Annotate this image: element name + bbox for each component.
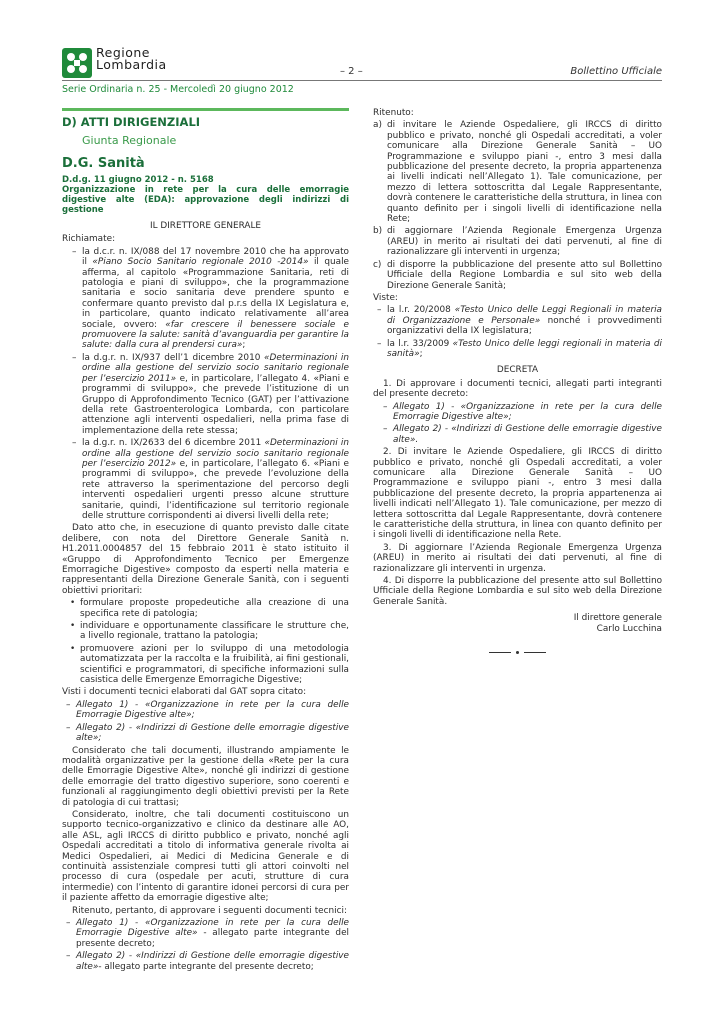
decree-point-1: 1. Di approvare i documenti tecnici, allegati parti integranti del presente decreto: — [373, 378, 662, 400]
allegato-item-2: – Allegato 2) - «Indirizzi di Gestione delle emorragie digestive alte»; — [62, 723, 349, 744]
considerato-paragraph-2: Considerato, inoltre, che tali documenti costituiscono un supporto tecnico-organizzativo e clinico da destinare alle AO, alle ASL, agli IRCCS di diritto pubblico e privato, nonché agli Ospedali accreditati a titolo di informativa generale rivolta ai Medici Ospedalieri, ai Medici di Medicina Generale e di continuità assistenziale compresi tutti gli attori coinvolti nel processo di cura (ospedale per acuti, strutture di cura intermedie) con l’intento di garantire idonei percorsi di cura per il paziente affetto da emorragie digestive alte; — [62, 809, 349, 904]
decree-allegato-2: – Allegato 2) - «Indirizzi di Gestione delle emorragie digestive alte». — [373, 424, 662, 445]
end-separator — [373, 648, 662, 658]
left-column — [62, 108, 349, 974]
section-bar — [62, 108, 349, 111]
header-divider — [62, 80, 662, 81]
visti-documenti-label: Visti i documenti tecnici elaborati dal GAT sopra citato: — [62, 687, 307, 698]
ritenuto-item-c: c) di disporre la pubblicazione del presente atto sul Bollettino Ufficiale della Regione Lombardia e sul sito web della Direzione Generale Sanità; — [373, 259, 662, 291]
richiamate-label: Richiamate: — [62, 234, 116, 245]
objective-item-3: • promuovere azioni per lo sviluppo di una metodologia automatizzata per la raccolta e la fruibilità, ai fini gestionali, scientifici e programmatori, di specifiche informazioni sulla casistica delle Emergenze Emorragiche Digestive; — [62, 644, 349, 686]
page-header — [0, 0, 724, 95]
publication-name: Bollettino Ufficiale — [570, 66, 662, 77]
decree-point-3: 3. Di aggiornare l’Azienda Regionale Emergenza Urgenza (AREU) in merito ai risultati dei dati pervenuti, al fine di razionalizzare gli interventi in urgenza. — [373, 542, 662, 574]
objective-item-2: • individuare e opportunamente classificare le strutture che, a livello regionale, trattano la patologia; — [62, 621, 349, 642]
logo-wordmark — [96, 47, 167, 71]
richiamate-item-1: – la d.c.r. n. IX/088 del 17 novembre 2010 che ha approvato il «Piano Socio Sanitario regionale 2010 -2014» il quale afferma, al capitolo «Programmazione Sanitaria, reti di patologia e piani di sviluppo», che la programmazione sanitaria e socio sanitaria deve prendere spunto e confermare quanto previsto dal p.r.s della IX Legislatura e, in particolare, quanto indicato relativamente all’area sociale, ovvero: «far crescere il benessere sociale e promuovere la salute: sanità d’avanguardia per garantire la salute: dalla cura al prendersi cura»; — [62, 247, 349, 351]
dato-atto-paragraph: Dato atto che, in esecuzione di quanto previsto dalle citate delibere, con nota del Direttore Generale Sanità n. H1.2011.0004857 del 15 febbraio 2011 è stato istituito il «Gruppo di Approfondimento Tecnico per Emergenze Emorragiche Digestive» composto da esperti nella materia e rappresentanti della Direzione Generale Sanità, con i seguenti obiettivi prioritari: — [62, 523, 349, 596]
approved-doc-item-1: – Allegato 1) - «Organizzazione in rete per la cura delle Emorragie Digestive alte» - allegato parte integrante del presente decreto; — [62, 918, 349, 949]
objective-item-1: • formulare proposte propedeutiche alla creazione di una specifica rete di patologia; — [62, 598, 349, 619]
viste-item-2: – la l.r. 33/2009 «Testo Unico delle leggi regionali in materia di sanità»; — [373, 339, 662, 360]
decree-point-2: 2. Di invitare le Aziende Ospedaliere, gli IRCCS di diritto pubblico e privato, nonché gli Ospedali accreditati, a voler comunicare alla Direzione Generale Sanità – UO Programmazione e sviluppo piani -, entro 3 mesi dalla pubblicazione del presente decreto, la propria appartenenza ai livelli indicati nell’Allegato 1). Tale comunicazione, per mezzo di lettera sottoscritta dal Legale Rappresentante, dovrà contenere le caratteristiche della struttura, in linea con quanto definito per i singoli livelli di identificazione nella Rete. — [373, 447, 662, 541]
viste-item-1: – la l.r. 20/2008 «Testo Unico delle Leggi Regionali in materia di Organizzazione e Personale» nonché i provvedimenti organizzativi della IX legislatura; — [373, 305, 662, 336]
decreta-heading: DECRETA — [496, 365, 539, 376]
decree-allegato-1: – Allegato 1) - «Organizzazione in rete per la cura delle Emorragie Digestive alte»; — [373, 402, 662, 423]
signature-name: Carlo Lucchina — [596, 623, 662, 634]
signature-role: Il direttore generale — [573, 613, 662, 624]
logo-line-1: Regione — [96, 45, 150, 60]
allegato-item-1: – Allegato 1) - «Organizzazione in rete per la cura delle Emorragie Digestive alte»; — [62, 700, 349, 721]
section-title: D) ATTI DIRIGENZIALI — [62, 115, 201, 129]
section-subtitle: Giunta Regionale — [82, 134, 177, 147]
serie-line: Serie Ordinaria n. 25 - Mercoledì 20 giugno 2012 — [62, 84, 294, 95]
ritenuto-pertanto-label: Ritenuto, pertanto, di approvare i seguenti documenti tecnici: — [72, 905, 347, 916]
ritenuto-item-b: b) di aggiornare l’Azienda Regionale Emergenza Urgenza (AREU) in merito ai risultati dei dati pervenuti, al fine di razionalizzare gli interventi in urgenza; — [373, 226, 662, 258]
director-heading: IL DIRETTORE GENERALE — [149, 221, 262, 231]
approved-doc-item-2: – Allegato 2) - «Indirizzi di Gestione delle emorragie digestive alte»- allegato parte integrante del presente decreto; — [62, 951, 349, 972]
considerato-paragraph-1: Considerato che tali documenti, illustrando ampiamente le modalità organizzative per la gestione della «Rete per la cura delle Emorragie Digestive Alte», nonché gli indirizzi di gestione delle emorragie del tratto digestivo superiore, sono coerenti e funzionali al raggiungimento degli obiettivi previsti per la Rete di patologia di cui trattasi; — [62, 745, 349, 808]
decree-point-4: 4. Di disporre la pubblicazione del presente atto sul Bollettino Ufficiale della Regione Lombardia e sul sito web della Direzione Generale Sanità. — [373, 576, 662, 607]
richiamate-item-3: – la d.g.r. n. IX/2633 del 6 dicembre 2011 «Determinazioni in ordine alla gestione del servizio socio sanitario regionale per l’esercizio 2012» e, in particolare, l’allegato 6. «Piani e programmi di sviluppo», che prevede l’evoluzione della rete attraverso la sperimentazione del percorso degli interventi ospedalieri urgenti presso alcune strutture sanitarie, quindi, l’identificazione sul territorio regionale delle strutture corrispondenti ai diversi livelli della rete; — [62, 438, 349, 521]
logo-line-2: Lombardia — [96, 57, 167, 72]
dg-title: D.G. Sanità — [62, 156, 145, 171]
page-number: – 2 – — [340, 66, 363, 77]
regione-lombardia-logo-icon — [62, 48, 92, 78]
right-column — [373, 108, 662, 659]
decree-title: Organizzazione in rete per la cura delle emorragie digestive alte (EDA): approvazione degli indirizzi di gestione — [62, 185, 349, 215]
decree-number: D.d.g. 11 giugno 2012 - n. 5168 — [62, 175, 214, 185]
ritenuto-item-a: a) di invitare le Aziende Ospedaliere, gli IRCCS di diritto pubblico e privato, nonché gli Ospedali accreditati, a voler comunicare alla Direzione Generale Sanità – UO Programmazione e sviluppo piani -, entro 3 mesi dalla pubblicazione del presente decreto, la propria appartenenza ai livelli indicati nell’Allegato 1). Tale comunicazione, per mezzo di lettera sottoscritta dal Legale Rappresentante, dovrà contenere le caratteristiche della struttura, in linea con quanto definito per i singoli livelli di identificazione nella Rete; — [373, 120, 662, 225]
viste-label: Viste: — [373, 292, 398, 303]
richiamate-item-2: – la d.g.r. n. IX/937 dell’1 dicembre 2010 «Determinazioni in ordine alla gestione del servizio socio sanitario regionale per l’esercizio 2011» e, in particolare, l’allegato 4. «Piani e programmi di sviluppo», che prevede l’istituzione di un Gruppo di Approfondimento Tecnico (GAT) per l’attivazione della rete Gastroenterologica Lombarda, con particolare attenzione agli interventi ospedalieri, nella prima fase di implementazione della rete stessa; — [62, 353, 349, 436]
ritenuto-label: Ritenuto: — [373, 108, 414, 118]
